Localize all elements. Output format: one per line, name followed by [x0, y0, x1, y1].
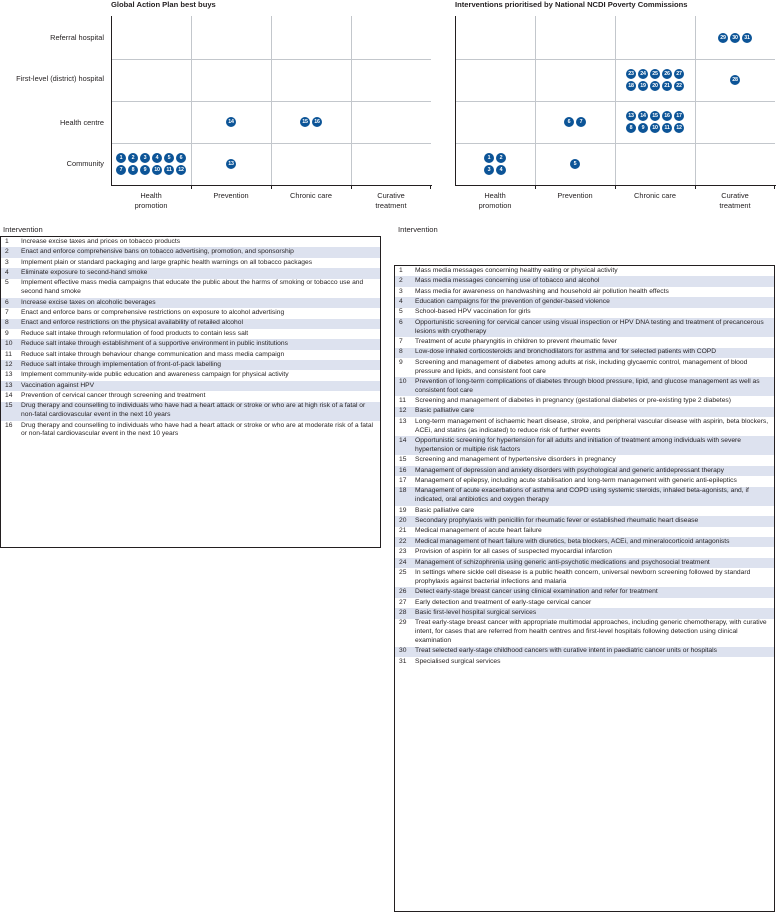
intervention-marker: 10 — [152, 165, 162, 175]
row-number: 15 — [399, 456, 407, 464]
intervention-marker: 7 — [576, 117, 586, 127]
row-text: Management of schizophrenia using generic anti-psychotic medications and psychosocial treatment — [415, 558, 710, 566]
intervention-marker: 3 — [140, 153, 150, 163]
intervention-marker: 2 — [496, 153, 506, 163]
table-row — [395, 308, 774, 318]
table-row — [1, 402, 380, 421]
table-row — [1, 258, 380, 268]
row-text: Early detection and treatment of early-stage cervical cancer — [415, 598, 592, 606]
right-intervention-table — [394, 265, 775, 912]
row-label-first-level-hospital: First-level (district) hospital — [16, 74, 104, 83]
grid-line-v — [615, 16, 616, 185]
row-text: Basic first-level hospital surgical services — [415, 608, 537, 616]
intervention-marker: 30 — [730, 33, 740, 43]
row-text: Enact and enforce restrictions on the physical availability of retailed alcohol — [21, 319, 243, 327]
row-number: 13 — [5, 381, 13, 389]
grid-line-v — [191, 16, 192, 185]
row-label-community: Community — [66, 159, 104, 168]
table-row — [1, 247, 380, 257]
row-number: 4 — [399, 297, 403, 305]
row-text: Management of depression and anxiety disorders with psychological and generic antidepressant therapy — [415, 466, 724, 474]
table-row — [395, 436, 774, 455]
table-row — [395, 647, 774, 657]
table-row — [395, 598, 774, 608]
table-row — [395, 568, 774, 587]
column-label-chronic-care: Chronic care — [290, 191, 332, 200]
row-text: Increase excise taxes on alcoholic beverages — [21, 298, 156, 306]
table-row — [1, 279, 380, 298]
row-text: Treat selected early-stage childhood cancers with curative intent in paediatric cancer units or hospitals — [415, 647, 717, 655]
table-row — [395, 487, 774, 506]
row-number: 1 — [399, 266, 403, 274]
row-number: 25 — [399, 568, 407, 576]
row-text: Management of acute exacerbations of asthma and COPD using systemic steroids, inhaled beta-agonists, and, if indicated, oral antibiotics and oxygen therapy — [415, 487, 749, 504]
row-text: Prevention of long-term complications of diabetes through blood pressure, lipid, and glucose management as well as consistent foot care — [415, 377, 760, 394]
row-number: 14 — [399, 437, 407, 445]
intervention-marker: 4 — [496, 165, 506, 175]
table-row — [1, 298, 380, 308]
row-number: 17 — [399, 477, 407, 485]
intervention-marker: 11 — [164, 165, 174, 175]
row-number: 18 — [399, 487, 407, 495]
row-text: Increase excise taxes and prices on tobacco products — [21, 237, 181, 245]
row-number: 29 — [399, 619, 407, 627]
row-text: Medical management of heart failure with diuretics, beta blockers, ACEi, and mineralocorticoid antagonists — [415, 537, 730, 545]
row-text: Reduce salt intake through establishment of a supportive environment in public institutions — [21, 340, 288, 348]
intervention-marker: 5 — [164, 153, 174, 163]
intervention-marker: 10 — [650, 123, 660, 133]
row-number: 6 — [5, 298, 9, 306]
row-number: 11 — [5, 350, 12, 358]
row-number: 13 — [399, 417, 407, 425]
intervention-marker: 23 — [626, 69, 636, 79]
intervention-marker: 12 — [176, 165, 186, 175]
intervention-marker: 2 — [128, 153, 138, 163]
left-table-heading: Intervention — [3, 225, 43, 234]
column-label-curative-treatment: Curative treatment — [719, 191, 751, 210]
row-text: Mass media messages concerning healthy eating or physical activity — [415, 266, 618, 274]
row-text: Opportunistic screening for cervical cancer using visual inspection or HPV DNA testing and treatment of precancerous lesions with cryotherapy — [415, 318, 764, 335]
row-text: Screening and management of diabetes in pregnancy (gestational diabetes or pre-existing type 2 diabetes) — [415, 397, 731, 405]
intervention-marker: 31 — [742, 33, 752, 43]
table-row — [1, 350, 380, 360]
table-row — [1, 370, 380, 380]
intervention-marker: 20 — [650, 81, 660, 91]
row-number: 22 — [399, 537, 407, 545]
intervention-marker: 29 — [718, 33, 728, 43]
row-text: Reduce salt intake through behaviour change communication and mass media campaign — [21, 350, 285, 358]
grid-line-v — [271, 16, 272, 185]
row-number: 14 — [5, 392, 13, 400]
row-text: Vaccination against HPV — [21, 381, 95, 389]
row-number: 21 — [399, 527, 407, 535]
left-panel-title: Global Action Plan best buys — [111, 0, 216, 9]
intervention-marker: 6 — [176, 153, 186, 163]
table-row — [1, 268, 380, 278]
row-text: In settings where sickle cell disease is a public health concern, universal newborn screening followed by standard prophylaxis against bacterial infections and malaria — [415, 568, 751, 585]
intervention-marker: 1 — [484, 153, 494, 163]
row-text: Management of epilepsy, including acute stabilisation and long-term management with generic anti-epileptics — [415, 477, 737, 485]
right-table-heading: Intervention — [398, 225, 438, 234]
table-row — [395, 455, 774, 465]
table-row — [1, 339, 380, 349]
intervention-marker: 6 — [564, 117, 574, 127]
row-number: 26 — [399, 588, 407, 596]
table-row — [1, 391, 380, 401]
table-row — [1, 360, 380, 370]
row-number: 9 — [5, 329, 9, 337]
intervention-marker: 5 — [570, 159, 580, 169]
table-row — [1, 381, 380, 391]
intervention-marker: 15 — [300, 117, 310, 127]
row-text: Enact and enforce bans or comprehensive restrictions on exposure to alcohol advertising — [21, 308, 285, 316]
grid-line-v — [695, 16, 696, 185]
table-row — [395, 276, 774, 286]
grid-line-v — [535, 16, 536, 185]
column-label-health-promotion: Health promotion — [478, 191, 512, 210]
right-panel-title: Interventions prioritised by National NCDI Poverty Commissions — [455, 0, 688, 9]
row-number: 6 — [399, 318, 403, 326]
table-row — [395, 417, 774, 436]
column-label-curative-treatment: Curative treatment — [375, 191, 407, 210]
intervention-marker: 13 — [226, 159, 236, 169]
table-row — [395, 547, 774, 557]
intervention-marker: 11 — [662, 123, 672, 133]
table-row — [395, 516, 774, 526]
intervention-marker: 21 — [662, 81, 672, 91]
row-number: 27 — [399, 598, 407, 606]
intervention-marker: 27 — [674, 69, 684, 79]
row-text: Basic palliative care — [415, 506, 475, 514]
row-text: Treatment of acute pharyngitis in children to prevent rheumatic fever — [415, 337, 617, 345]
row-text: Reduce salt intake through implementation of front-of-pack labelling — [21, 360, 221, 368]
table-row — [1, 329, 380, 339]
row-text: Drug therapy and counselling to individuals who have had a heart attack or stroke or who are at high risk of a fatal or non-fatal cardiovascular event in the next 10 years — [21, 402, 366, 419]
row-text: Implement effective mass media campaigns that educate the public about the harms of smoking or tobacco use and second hand smoke — [21, 279, 364, 296]
row-number: 11 — [399, 397, 406, 405]
axis-tick — [695, 185, 696, 189]
row-text: Secondary prophylaxis with penicillin for rheumatic fever or established rheumatic heart disease — [415, 517, 699, 524]
table-row — [395, 377, 774, 396]
table-row — [395, 537, 774, 547]
intervention-marker: 19 — [638, 81, 648, 91]
row-number: 10 — [5, 340, 13, 348]
table-row — [395, 657, 774, 667]
table-row — [395, 608, 774, 618]
row-text: Prevention of cervical cancer through screening and treatment — [21, 392, 206, 400]
table-row — [395, 287, 774, 297]
intervention-marker: 15 — [650, 111, 660, 121]
intervention-marker: 12 — [674, 123, 684, 133]
intervention-marker: 8 — [128, 165, 138, 175]
row-number: 28 — [399, 608, 407, 616]
table-row — [395, 358, 774, 377]
row-number: 7 — [399, 337, 403, 345]
row-number: 24 — [399, 558, 407, 566]
row-number: 16 — [399, 466, 407, 474]
row-number: 30 — [399, 647, 407, 655]
row-number: 5 — [5, 279, 9, 287]
intervention-marker: 4 — [152, 153, 162, 163]
row-text: Implement community-wide public education and awareness campaign for physical activity — [21, 371, 289, 379]
intervention-marker: 1 — [116, 153, 126, 163]
row-number: 20 — [399, 517, 407, 524]
row-text: Drug therapy and counselling to individuals who have had a heart attack or stroke or who are at moderate risk of a fatal or non-fatal cardiovascular event in the next 10 years — [21, 421, 374, 438]
table-row — [395, 619, 774, 647]
axis-tick — [191, 185, 192, 189]
intervention-marker: 17 — [674, 111, 684, 121]
row-text: Specialised surgical services — [415, 657, 501, 665]
row-number: 3 — [5, 258, 9, 266]
table-row — [395, 587, 774, 597]
intervention-marker: 16 — [312, 117, 322, 127]
table-row — [395, 558, 774, 568]
row-number: 23 — [399, 548, 407, 556]
intervention-marker: 8 — [626, 123, 636, 133]
intervention-marker: 28 — [730, 75, 740, 85]
row-text: Opportunistic screening for hypertension for all adults and initiation of treatment among individuals with severe hypertension or multiple risk factors — [415, 437, 742, 453]
column-label-health-promotion: Health promotion — [134, 191, 168, 210]
axis-tick — [271, 185, 272, 189]
table-row — [1, 421, 380, 440]
row-number: 19 — [399, 506, 407, 514]
row-number: 3 — [399, 287, 403, 295]
row-text: Provision of aspirin for all cases of suspected myocardial infarction — [415, 548, 613, 556]
table-row — [1, 308, 380, 318]
row-text: Detect early-stage breast cancer using clinical examination and refer for treatment — [415, 588, 658, 596]
table-row — [395, 466, 774, 476]
left-intervention-table — [0, 236, 381, 548]
row-text: Basic palliative care — [415, 407, 475, 415]
table-row — [395, 266, 774, 276]
row-text: Reduce salt intake through reformulation of food products to contain less salt — [21, 329, 249, 337]
row-number: 7 — [5, 308, 9, 316]
row-text: Long-term management of ischaemic heart disease, stroke, and peripheral vascular disease with aspirin, beta blockers, ACEi, and statins (as indicated) to reduce risk of further events — [415, 417, 769, 434]
intervention-marker: 13 — [626, 111, 636, 121]
row-number: 1 — [5, 237, 9, 245]
intervention-marker: 16 — [662, 111, 672, 121]
row-number: 8 — [399, 348, 403, 356]
row-label-health-centre: Health centre — [60, 118, 104, 127]
table-row — [395, 318, 774, 337]
intervention-marker: 18 — [626, 81, 636, 91]
intervention-marker: 14 — [226, 117, 236, 127]
table-row — [395, 297, 774, 307]
row-text: Medical management of acute heart failure — [415, 527, 542, 535]
row-text: Screening and management of hypertensive disorders in pregnancy — [415, 456, 616, 464]
row-text: Enact and enforce comprehensive bans on tobacco advertising, promotion, and sponsorship — [21, 248, 294, 256]
axis-tick — [351, 185, 352, 189]
row-number: 2 — [5, 248, 9, 256]
row-label-referral-hospital: Referral hospital — [50, 33, 104, 42]
table-row — [395, 476, 774, 486]
row-number: 4 — [5, 268, 9, 276]
table-row — [395, 348, 774, 358]
row-number: 12 — [399, 407, 407, 415]
row-text: Education campaigns for the prevention of gender-based violence — [415, 297, 610, 305]
intervention-marker: 25 — [650, 69, 660, 79]
intervention-marker: 14 — [638, 111, 648, 121]
row-text: Screening and management of diabetes among adults at risk, including glycaemic control, management of blood pressure and lipids, and consistent foot care — [415, 358, 748, 375]
row-text: Mass media messages concerning use of tobacco and alcohol — [415, 277, 600, 285]
row-number: 13 — [5, 371, 13, 379]
table-row — [395, 407, 774, 417]
table-row — [395, 506, 774, 516]
axis-tick — [430, 185, 431, 189]
row-number: 15 — [5, 402, 13, 410]
row-text: Eliminate exposure to second-hand smoke — [21, 268, 148, 276]
row-number: 8 — [5, 319, 9, 327]
row-text: Low-dose inhaled corticosteroids and bronchodilators for asthma and for selected patients with COPD — [415, 348, 717, 356]
table-row — [395, 396, 774, 406]
table-row — [1, 237, 380, 247]
row-text: Implement plain or standard packaging and large graphic health warnings on all tobacco packages — [21, 258, 313, 266]
intervention-marker: 7 — [116, 165, 126, 175]
column-label-chronic-care: Chronic care — [634, 191, 676, 200]
table-row — [395, 337, 774, 347]
column-label-prevention: Prevention — [557, 191, 593, 200]
row-number: 9 — [399, 358, 403, 366]
intervention-marker: 9 — [140, 165, 150, 175]
intervention-marker: 24 — [638, 69, 648, 79]
axis-tick — [615, 185, 616, 189]
row-number: 10 — [399, 377, 407, 385]
intervention-marker: 26 — [662, 69, 672, 79]
row-number: 2 — [399, 277, 403, 285]
row-text: Mass media for awareness on handwashing and household air pollution health effects — [415, 287, 669, 295]
row-text: School-based HPV vaccination for girls — [415, 308, 531, 316]
row-number: 31 — [399, 657, 407, 665]
axis-tick — [535, 185, 536, 189]
intervention-marker: 9 — [638, 123, 648, 133]
intervention-marker: 3 — [484, 165, 494, 175]
row-number: 16 — [5, 421, 13, 429]
table-row — [1, 319, 380, 329]
axis-tick — [774, 185, 775, 189]
row-number: 12 — [5, 360, 13, 368]
row-text: Treat early-stage breast cancer with appropriate multimodal approaches, including generic chemotherapy, with curative intent, for cases that are referred from health centres and first-level hospitals following detection using clinical examination — [415, 619, 767, 644]
column-label-prevention: Prevention — [213, 191, 249, 200]
intervention-marker: 22 — [674, 81, 684, 91]
grid-line-v — [351, 16, 352, 185]
table-row — [395, 527, 774, 537]
row-number: 5 — [399, 308, 403, 316]
